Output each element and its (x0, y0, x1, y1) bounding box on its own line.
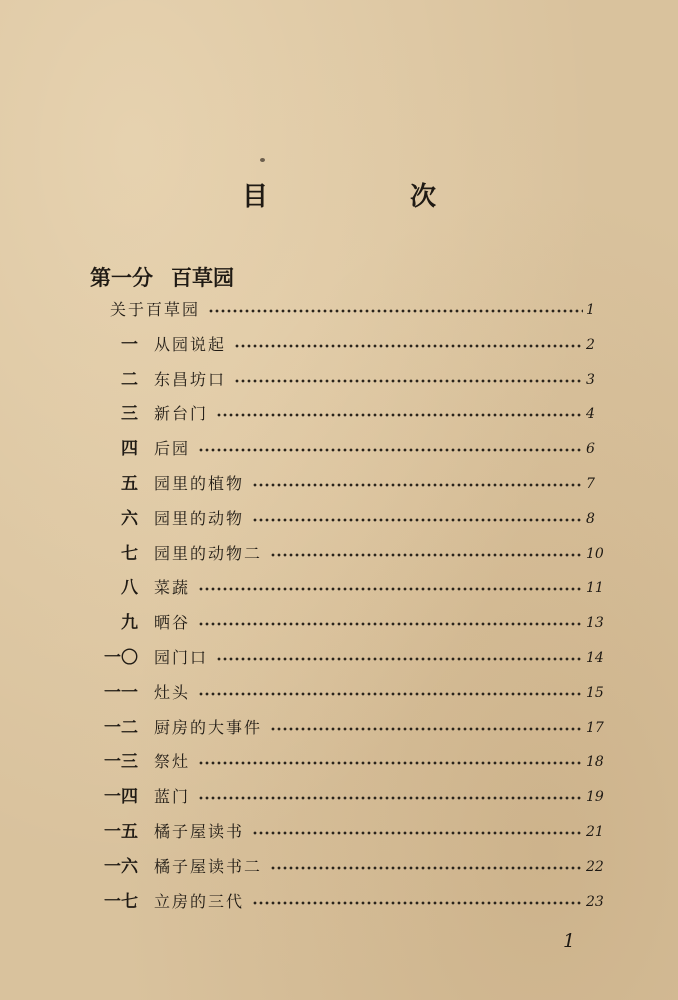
toc-entry[interactable] (0, 296, 678, 324)
chapter-number: 三 (121, 404, 138, 425)
dot-leader (270, 553, 583, 557)
chapter-number: 一五 (104, 822, 138, 842)
dot-leader (198, 692, 583, 696)
part-title: 百草园 (171, 266, 234, 290)
chapter-number: 九 (121, 613, 138, 634)
toc-entry[interactable] (0, 748, 678, 776)
chapter-title: 关于百草园 (110, 300, 201, 319)
dot-leader (270, 866, 583, 870)
dot-leader (252, 831, 583, 835)
chapter-title: 蓝门 (154, 787, 191, 807)
chapter-title: 祭灶 (154, 752, 191, 772)
dot-leader (234, 344, 583, 348)
chapter-title: 菜蔬 (154, 578, 191, 598)
dot-leader (198, 448, 583, 452)
page-ref: 19 (586, 789, 604, 806)
dot-leader (198, 622, 583, 626)
chapter-title: 从园说起 (154, 334, 227, 354)
page-ref: 8 (586, 510, 595, 527)
chapter-title: 新台门 (154, 404, 209, 424)
toc-entry[interactable] (0, 574, 678, 602)
chapter-number: 一七 (104, 891, 138, 912)
page-ref: 6 (586, 441, 595, 458)
page-number: 1 (563, 930, 576, 952)
chapter-title: 园里的动物 (154, 508, 245, 528)
toc-entry[interactable] (0, 818, 678, 846)
chapter-number: 八 (121, 578, 138, 599)
chapter-number: 一三 (104, 752, 138, 773)
dot-leader (252, 518, 583, 522)
toc-entry[interactable] (0, 679, 678, 707)
chapter-title: 立房的三代 (154, 891, 245, 911)
dot-leader (198, 796, 583, 800)
chapter-title: 后园 (154, 439, 191, 459)
dot-leader (252, 901, 583, 905)
toc-entry[interactable] (0, 400, 678, 428)
dot-leader (198, 761, 583, 765)
chapter-title: 园里的植物 (154, 474, 245, 493)
page-ref: 14 (586, 650, 604, 666)
chapter-title: 橘子屋读书 (154, 822, 245, 841)
page-ref: 17 (586, 719, 604, 736)
chapter-number: 四 (121, 439, 138, 460)
chapter-title: 灶头 (154, 682, 191, 702)
chapter-number: 一〇 (104, 648, 138, 668)
toc-entry[interactable] (0, 470, 678, 498)
chapter-number: 一 (121, 334, 138, 355)
part-number: 第一分 (90, 266, 153, 290)
toc-entry[interactable] (0, 853, 678, 881)
toc-entry[interactable] (0, 888, 678, 916)
page-ref: 21 (586, 824, 604, 840)
page-title: 目 次 (241, 182, 494, 212)
toc-entry[interactable] (0, 366, 678, 394)
chapter-number: 七 (121, 543, 138, 564)
toc-entry[interactable] (0, 331, 678, 359)
chapter-number: 一二 (104, 717, 138, 738)
page-ref: 2 (586, 336, 595, 353)
chapter-number: 五 (121, 474, 138, 494)
page-ref: 11 (586, 580, 604, 597)
dot-leader (216, 657, 583, 661)
page-ref: 18 (586, 754, 604, 771)
toc-entry[interactable] (0, 783, 678, 811)
page-ref: 7 (586, 476, 595, 492)
part-heading (90, 262, 234, 292)
chapter-title: 东昌坊口 (154, 369, 227, 389)
toc-entry[interactable] (0, 714, 678, 742)
chapter-title: 厨房的大事件 (154, 717, 263, 737)
chapter-number: 六 (121, 508, 138, 529)
chapter-number: 一四 (104, 787, 138, 808)
toc-entry[interactable] (0, 609, 678, 637)
toc-entry[interactable] (0, 540, 678, 568)
chapter-number: 二 (121, 369, 138, 390)
chapter-title: 橘子屋读书二 (154, 856, 263, 876)
dot-leader (234, 379, 583, 383)
page-ref: 23 (586, 893, 604, 910)
page-ref: 4 (586, 406, 595, 423)
dot-leader (270, 727, 583, 731)
toc-entry[interactable] (0, 505, 678, 533)
dot-leader (198, 587, 583, 591)
page-ref: 1 (586, 302, 595, 318)
page-ref: 22 (586, 858, 604, 875)
ink-speck (260, 158, 265, 162)
chapter-number: 一六 (104, 856, 138, 877)
dot-leader (252, 483, 583, 487)
dot-leader (216, 413, 583, 417)
page-ref: 15 (586, 684, 604, 701)
toc-entry[interactable] (0, 435, 678, 463)
toc-entry[interactable] (0, 644, 678, 672)
chapter-number: 一一 (104, 682, 138, 703)
dot-leader (208, 309, 583, 313)
chapter-title: 园里的动物二 (154, 543, 263, 563)
page-ref: 13 (586, 615, 604, 632)
chapter-title: 园门口 (154, 648, 209, 667)
page-ref: 10 (586, 545, 604, 562)
chapter-title: 晒谷 (154, 613, 191, 633)
page-ref: 3 (586, 371, 595, 388)
